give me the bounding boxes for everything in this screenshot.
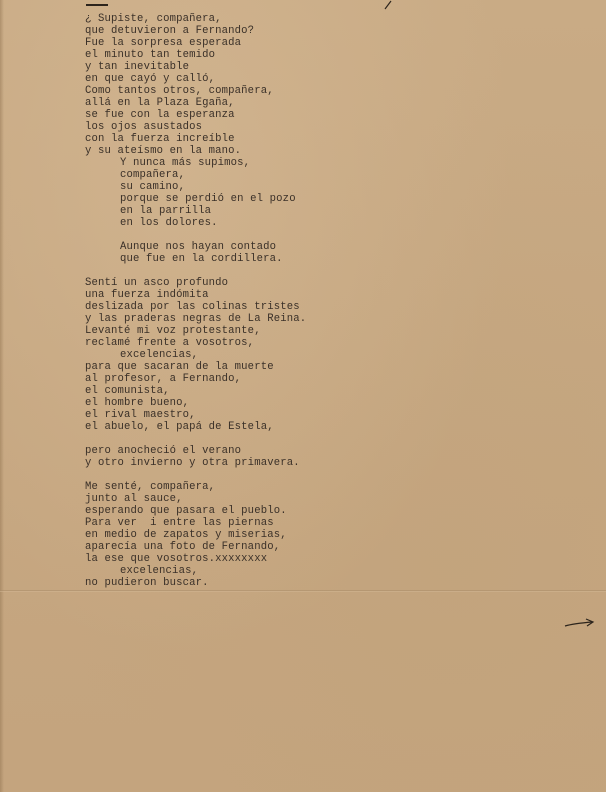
poem-line: al profesor, a Fernando, [85, 373, 242, 385]
poem-line: esperando que pasara el pueblo. [85, 505, 287, 517]
poem-line: la ese que vosotros.xxxxxxxx [85, 553, 268, 565]
poem-line: en la parrilla [120, 205, 212, 217]
poem-line: y su ateísmo en la mano. [85, 145, 242, 157]
poem-line: reclamé frente a vosotros, [85, 337, 255, 349]
poem-line: allá en la Plaza Egaña, [85, 97, 235, 109]
poem-line: una fuerza indómita [85, 289, 209, 301]
poem-line: el rival maestro, [85, 409, 196, 421]
poem-line: Para ver i entre las piernas [85, 517, 274, 529]
poem-line: Aunque nos hayan contado [120, 241, 277, 253]
paper-fold-line [0, 590, 606, 592]
poem-line: aparecía una foto de Fernando, [85, 541, 281, 553]
pen-stroke-mark [384, 0, 392, 10]
stanza-gap [85, 433, 306, 445]
poem-line: el minuto tan temido [85, 49, 216, 61]
poem-line: Fue la sorpresa esperada [85, 37, 242, 49]
poem-line: para que sacaran de la muerte [85, 361, 274, 373]
poem-line: Y nunca más supimos, [120, 157, 251, 169]
poem-line: y tan inevitable [85, 61, 190, 73]
poem-line: el hombre bueno, [85, 397, 190, 409]
page-edge-shadow [0, 0, 4, 792]
poem-line: deslizada por las colinas tristes [85, 301, 300, 313]
stanza-gap [85, 469, 306, 481]
poem-line: Sentí un asco profundo [85, 277, 229, 289]
poem-line: pero anocheció el verano [85, 445, 242, 457]
poem-line: no pudieron buscar. [85, 577, 209, 589]
poem-line: Levanté mi voz protestante, [85, 325, 261, 337]
poem-line: que detuvieron a Fernando? [85, 25, 255, 37]
handwritten-arrow-icon [564, 618, 596, 630]
poem-text [85, 13, 306, 589]
poem-line: en los dolores. [120, 217, 218, 229]
poem-line: excelencias, [120, 349, 199, 361]
poem-line: y las praderas negras de La Reina. [85, 313, 307, 325]
poem-line: junto al sauce, [85, 493, 183, 505]
poem-line: compañera, [120, 169, 186, 181]
poem-line: que fue en la cordillera. [120, 253, 283, 265]
poem-line: y otro invierno y otra primavera. [85, 457, 300, 469]
poem-line: en medio de zapatos y miserias, [85, 529, 287, 541]
poem-line: en que cayó y calló, [85, 73, 216, 85]
typed-dash-mark [86, 4, 108, 6]
poem-line: Me senté, compañera, [85, 481, 216, 493]
stanza-gap [85, 229, 306, 241]
poem-line: excelencias, [120, 565, 199, 577]
poem-line: porque se perdió en el pozo [120, 193, 296, 205]
poem-line: se fue con la esperanza [85, 109, 235, 121]
poem-line: con la fuerza increíble [85, 133, 235, 145]
poem-line: el comunista, [85, 385, 170, 397]
poem-line: los ojos asustados [85, 121, 203, 133]
poem-line: el abuelo, el papá de Estela, [85, 421, 274, 433]
poem-line: ¿ Supiste, compañera, [85, 13, 222, 25]
poem-line: Como tantos otros, compañera, [85, 85, 274, 97]
stanza-gap [85, 265, 306, 277]
poem-line: su camino, [120, 181, 186, 193]
